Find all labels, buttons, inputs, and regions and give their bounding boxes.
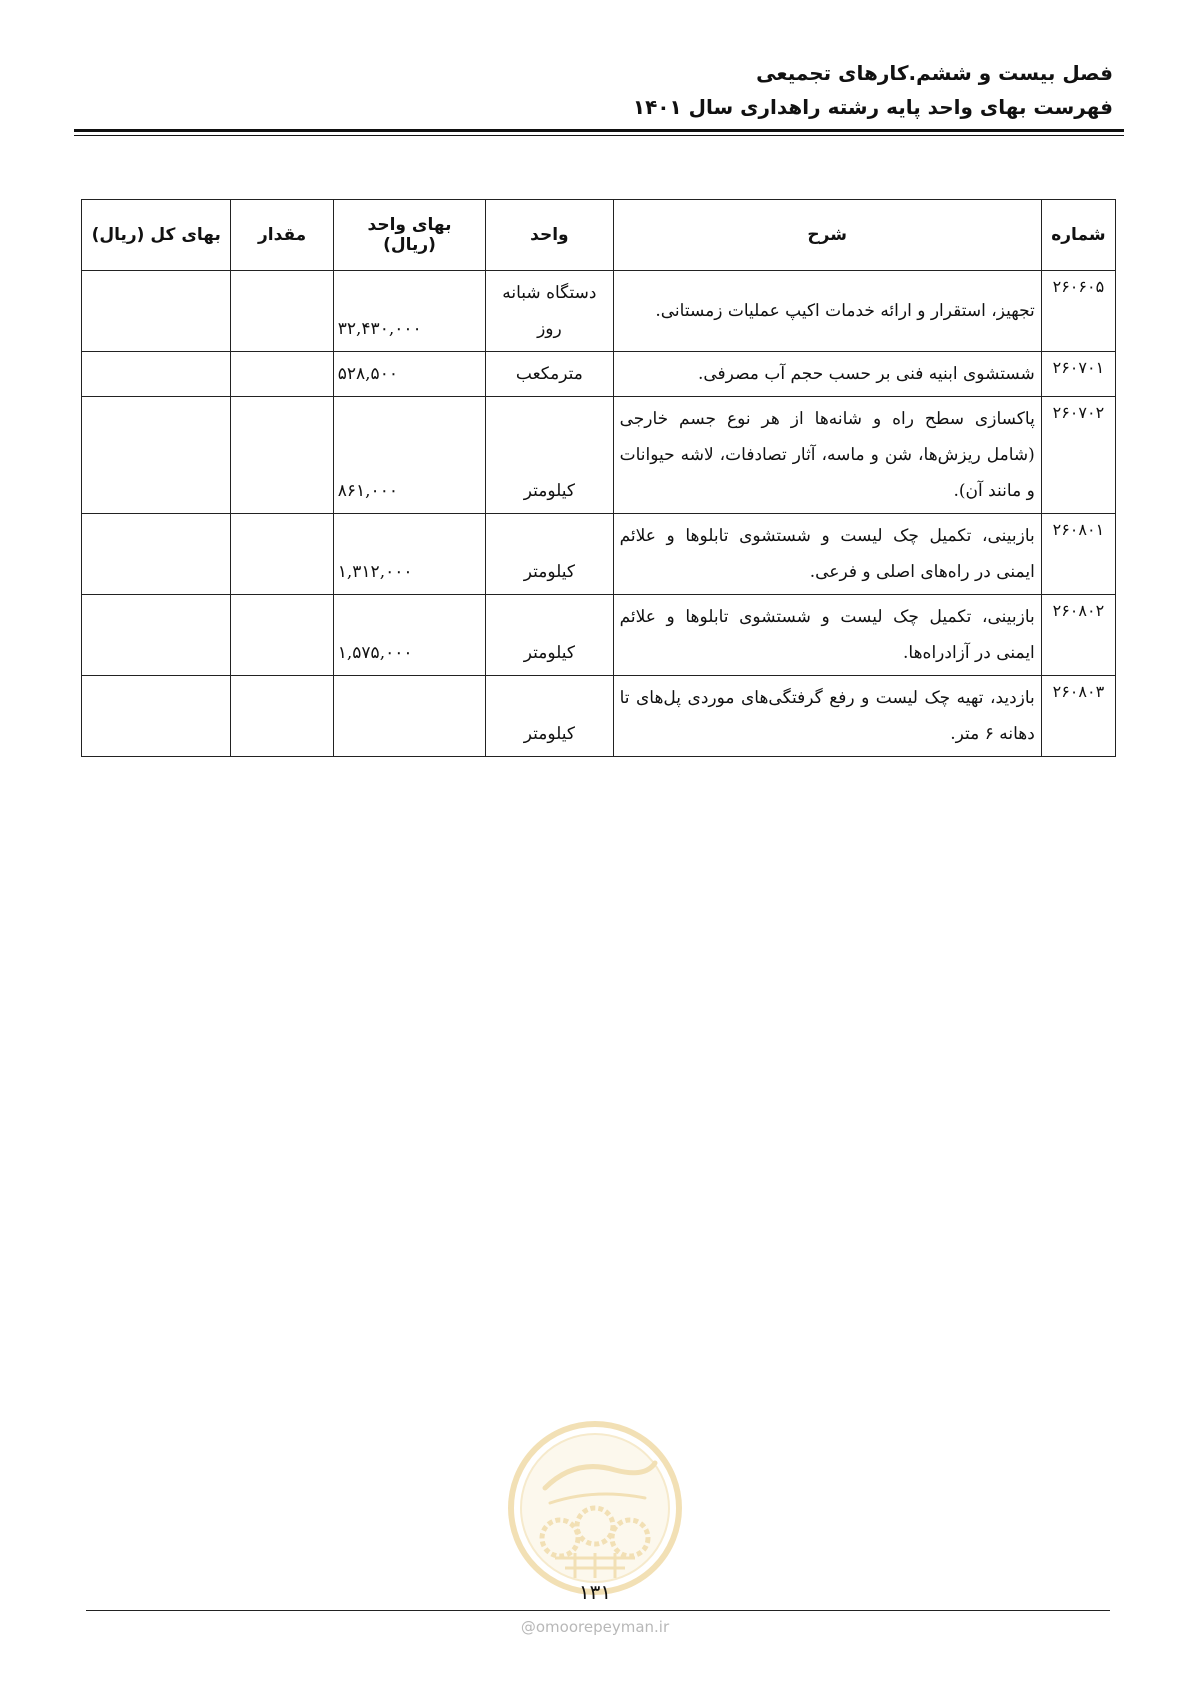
cell-quantity (231, 595, 333, 676)
cell-quantity (231, 676, 333, 757)
cell-description: تجهیز، استقرار و ارائه خدمات اکیپ عملیات زمستانی. (613, 271, 1041, 352)
cell-code: ۲۶۰۶۰۵ (1041, 271, 1115, 352)
cell-quantity (231, 271, 333, 352)
col-header-description: شرح (613, 200, 1041, 271)
col-header-quantity: مقدار (231, 200, 333, 271)
cell-description: پاکسازی سطح راه و شانه‌ها از هر نوع جسم خارجی (شامل ریزش‌ها، شن و ماسه، آثار تصادفات، لاشه حیوانات و مانند آن). (613, 397, 1041, 514)
cell-unit: کیلومتر (486, 595, 613, 676)
table-header-row (82, 200, 1116, 271)
cell-description: بازبینی، تکمیل چک لیست و شستشوی تابلوها و علائم ایمنی در آزادراه‌ها. (613, 595, 1041, 676)
site-name: omoorepeyman.ir (535, 1618, 670, 1636)
page-header (63, 56, 1113, 124)
cell-unit: کیلومتر (486, 514, 613, 595)
cell-quantity (231, 397, 333, 514)
list-title: فهرست بهای واحد پایه رشته راهداری سال ۱۴۰۱ (632, 95, 1113, 119)
chapter-title: فصل بیست و ششم.کارهای تجمیعی (756, 61, 1113, 85)
cell-total-price (82, 514, 231, 595)
cell-total-price (82, 676, 231, 757)
table-row (82, 352, 1116, 397)
col-header-unit-price: بهای واحد (ریال) (333, 200, 485, 271)
price-table (81, 199, 1116, 757)
cell-code: ۲۶۰۷۰۱ (1041, 352, 1115, 397)
cell-quantity (231, 514, 333, 595)
cell-unit-price: ۵۲۸,۵۰۰ (333, 352, 485, 397)
cell-code: ۲۶۰۷۰۲ (1041, 397, 1115, 514)
cell-unit-price: ۱,۳۱۲,۰۰۰ (333, 514, 485, 595)
cell-total-price (82, 352, 231, 397)
site-watermark (505, 1618, 685, 1636)
col-header-unit: واحد (486, 200, 613, 271)
table-row (82, 514, 1116, 595)
cell-unit-price: ۸۶۱,۰۰۰ (333, 397, 485, 514)
cell-description: بازبینی، تکمیل چک لیست و شستشوی تابلوها و علائم ایمنی در راه‌های اصلی و فرعی. (613, 514, 1041, 595)
cell-total-price (82, 271, 231, 352)
table-row (82, 595, 1116, 676)
cell-description: شستشوی ابنیه فنی بر حسب حجم آب مصرفی. (613, 352, 1041, 397)
cell-code: ۲۶۰۸۰۱ (1041, 514, 1115, 595)
cell-description: بازدید، تهیه چک لیست و رفع گرفتگی‌های موردی پل‌های تا دهانه ۶ متر. (613, 676, 1041, 757)
footer-rule (86, 1610, 1110, 1611)
cell-unit: مترمکعب (486, 352, 613, 397)
cell-unit: دستگاه شبانه روز (486, 271, 613, 352)
table-row (82, 397, 1116, 514)
at-icon: @ (520, 1618, 536, 1636)
cell-unit-price: ۳۲,۴۳۰,۰۰۰ (333, 271, 485, 352)
table-row (82, 676, 1116, 757)
watermark-seal-icon (505, 1418, 685, 1598)
cell-quantity (231, 352, 333, 397)
cell-unit-price (333, 676, 485, 757)
watermark-logo (505, 1418, 685, 1598)
page-number: ۱۳۱ (578, 1580, 612, 1604)
cell-unit-price: ۱,۵۷۵,۰۰۰ (333, 595, 485, 676)
cell-code: ۲۶۰۸۰۳ (1041, 676, 1115, 757)
cell-unit: کیلومتر (486, 676, 613, 757)
cell-total-price (82, 397, 231, 514)
header-rule-thick (74, 129, 1124, 132)
col-header-total-price: بهای کل (ریال) (82, 200, 231, 271)
header-rule-thin (74, 135, 1124, 136)
cell-unit: کیلومتر (486, 397, 613, 514)
cell-code: ۲۶۰۸۰۲ (1041, 595, 1115, 676)
table-row (82, 271, 1116, 352)
col-header-code: شماره (1041, 200, 1115, 271)
cell-total-price (82, 595, 231, 676)
